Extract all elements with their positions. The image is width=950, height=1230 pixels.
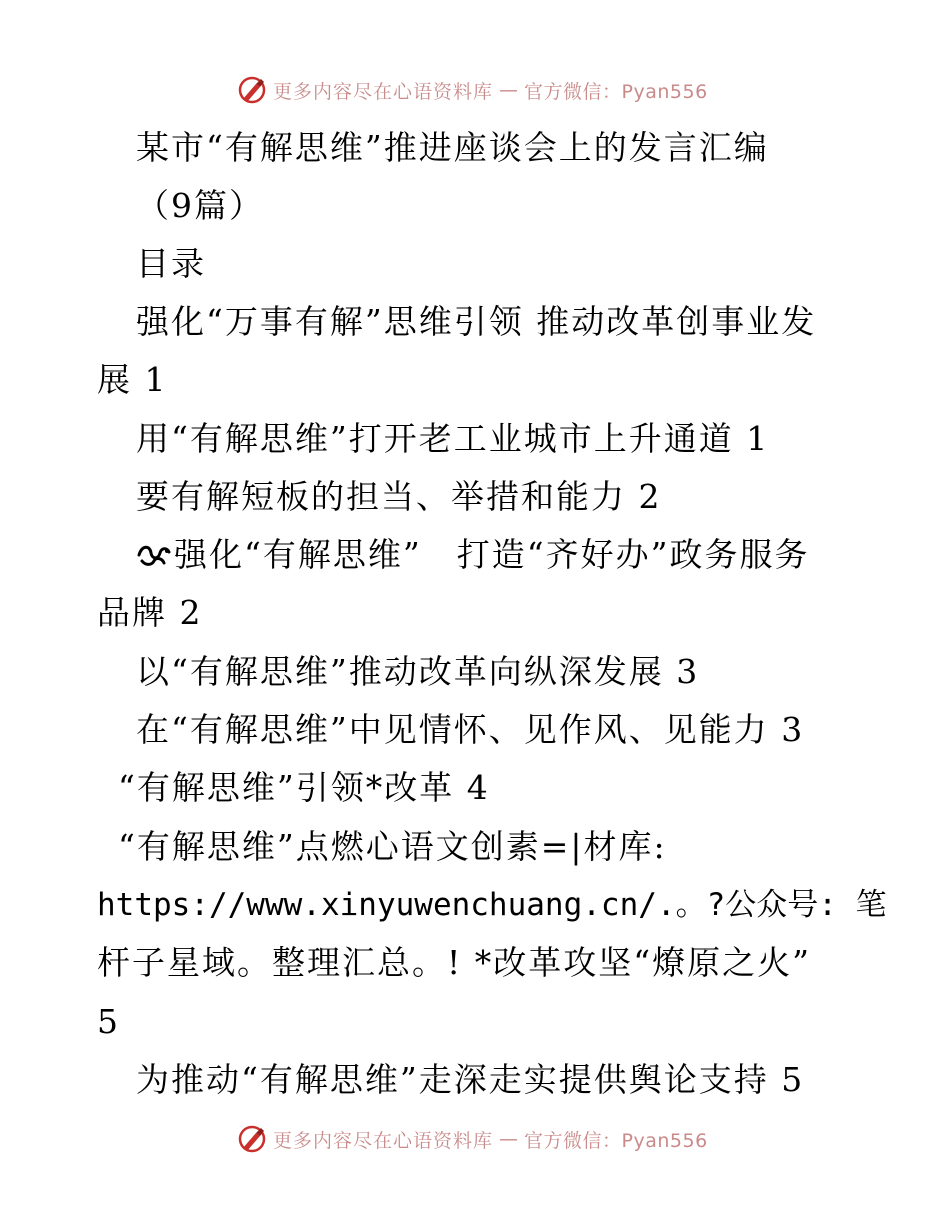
toc-item-7: “有解思维”引领*改革 4 <box>118 768 490 807</box>
watermark-dash: — <box>499 79 519 101</box>
document-title-line2: （9篇） <box>136 186 264 225</box>
toc-item-2: 用“有解思维”打开老工业城市上升通道 1 <box>136 419 770 458</box>
watermark-contact-text: 官方微信：Pyan556 <box>524 1129 708 1152</box>
toc-item-9: 为推动“有解思维”走深走实提供舆论支持 5 <box>136 1060 805 1099</box>
toc-item-6: 在“有解思维”中见情怀、见作风、见能力 3 <box>136 710 805 749</box>
toc-item-8-line2: https://www.xinyuwenchuang.cn/.。?公众号: 笔 <box>97 887 887 923</box>
toc-item-8-line3: 杆子星域。整理汇总。! *改革攻坚“燎原之火” <box>97 943 811 982</box>
toc-item-5: 以“有解思维”推动改革向纵深发展 3 <box>136 652 700 691</box>
toc-item-4-line1-text: 强化“有解思维” 打造“齐好办”政务服务 <box>174 535 810 574</box>
toc-item-1-line2: 展 1 <box>97 360 168 399</box>
watermark-contact-text: 官方微信：Pyan556 <box>524 80 708 103</box>
document-title-line1: 某市“有解思维”推进座谈会上的发言汇编 <box>136 128 769 167</box>
toc-item-4-line2: 品牌 2 <box>97 593 203 632</box>
toc-item-4-line1 <box>136 535 809 575</box>
toc-item-8-line4: 5 <box>97 1002 120 1041</box>
pen-logo-icon <box>237 1124 267 1154</box>
footer-watermark <box>237 1122 708 1156</box>
toc-heading: 目录 <box>136 244 206 283</box>
watermark-dash: — <box>499 1128 519 1150</box>
toc-item-8-line1: “有解思维”点燃心语文创素=|材库: <box>118 827 667 866</box>
toc-item-3: 要有解短板的担当、举措和能力 2 <box>136 477 662 516</box>
watermark-main-text: 更多内容尽在心语资料库 <box>273 1129 494 1152</box>
toc-item-1-line1: 强化“万事有解”思维引领 推动改革创事业发 <box>136 302 817 341</box>
watermark-main-text: 更多内容尽在心语资料库 <box>273 80 494 103</box>
dragon-glyph-icon <box>136 539 172 569</box>
